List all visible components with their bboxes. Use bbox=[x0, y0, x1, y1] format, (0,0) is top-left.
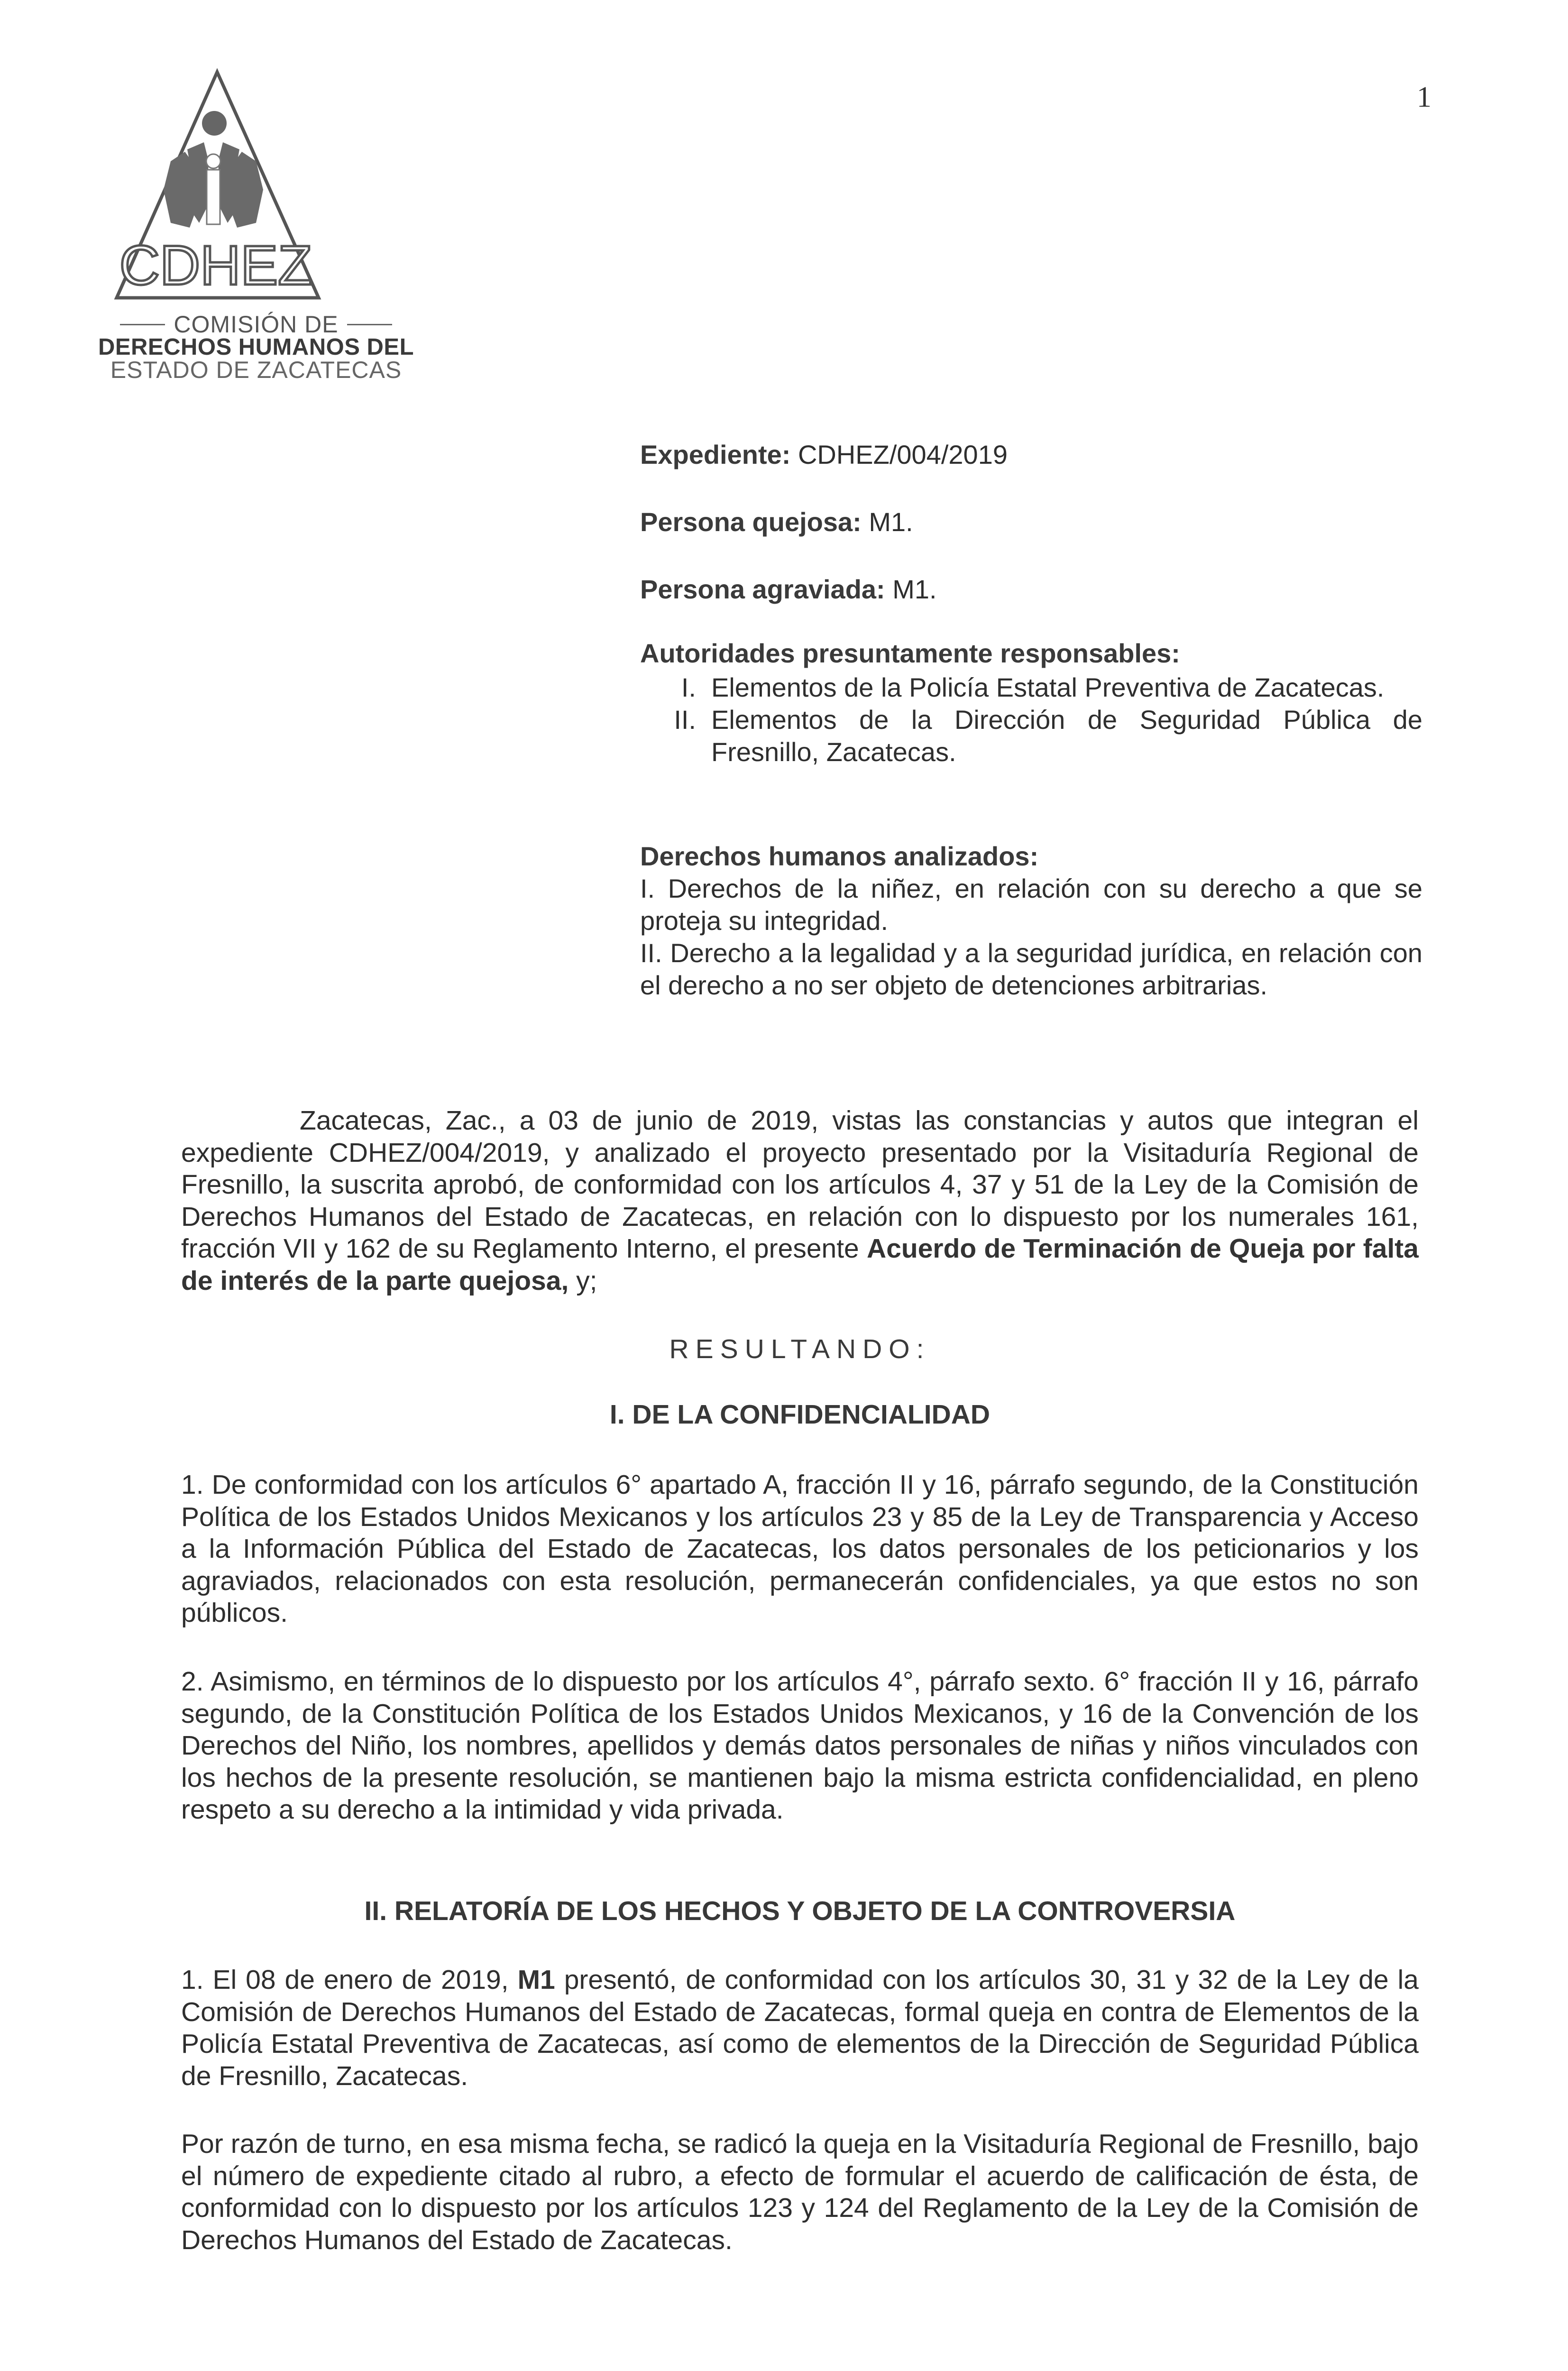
autoridades-label: Autoridades presuntamente responsables: bbox=[640, 638, 1180, 668]
divider-rule bbox=[347, 324, 392, 325]
logo-caption bbox=[85, 313, 427, 381]
section-2-title: II. RELATORÍA DE LOS HECHOS Y OBJETO DE LA CONTROVERSIA bbox=[364, 1896, 1236, 1926]
agraviada-value: M1. bbox=[885, 574, 937, 604]
page-number: 1 bbox=[1417, 81, 1431, 113]
expediente-value: CDHEZ/004/2019 bbox=[790, 440, 1008, 469]
list-item bbox=[640, 671, 1422, 704]
list-item-number: I. bbox=[681, 672, 696, 702]
list-item-number: II. bbox=[674, 705, 696, 735]
intro-paragraph bbox=[181, 1105, 1419, 1297]
persona-quejosa-field bbox=[640, 506, 1422, 538]
derechos-list bbox=[640, 873, 1422, 1002]
logo-triangle-icon bbox=[114, 66, 322, 303]
section-1-paragraph-1: 1. De conformidad con los artículos 6° apartado A, fracción II y 16, párrafo segundo, de la Constitución Política de los Estados Unidos Mexicanos y los artículos 23 y 85 de la Ley de Transparencia y Acceso a la Información Pública del Estado de Zacatecas, los datos personales de los peticionarios y los agraviados, relacionados con esta resolución, permanecerán confidenciales, ya que estos no son públicos. bbox=[181, 1470, 1419, 1628]
autoridades-list bbox=[640, 671, 1422, 768]
derechos-label: Derechos humanos analizados: bbox=[640, 841, 1039, 871]
list-item: II. Derecho a la legalidad y a la seguridad jurídica, en relación con el derecho a no ser objeto de detenciones arbitrarias. bbox=[640, 938, 1422, 1000]
para-rest: presentó, de conformidad con los artículos 30, 31 y 32 de la Ley de la Comisión de Derechos Humanos del Estado de Zacatecas, formal queja en contra de Elementos de la Policía Estatal Preventiva de Zacatecas, así como de elementos de la Dirección de Seguridad Pública de Fresnillo, Zacatecas. bbox=[181, 1965, 1419, 2091]
list-item bbox=[640, 704, 1422, 768]
resultando-heading: RESULTANDO: bbox=[669, 1334, 931, 1364]
logo-caption-line3: ESTADO DE ZACATECAS bbox=[110, 357, 402, 383]
expediente-field bbox=[640, 439, 1422, 470]
divider-rule bbox=[120, 324, 165, 325]
section-2-paragraph-2: Por razón de turno, en esa misma fecha, se radicó la queja en la Visitaduría Regional de Fresnillo, bajo el número de expediente citado al rubro, a efecto de formular el acuerdo de calificación de ésta, de conformidad con lo dispuesto por los artículos 123 y 124 del Reglamento de la Ley de la Comisión de Derechos Humanos del Estado de Zacatecas. bbox=[181, 2129, 1419, 2255]
list-item-text: Elementos de la Policía Estatal Preventiva de Zacatecas. bbox=[711, 672, 1385, 702]
intro-tail: y; bbox=[569, 1265, 597, 1296]
list-item: I. Derechos de la niñez, en relación con su derecho a que se proteja su integridad. bbox=[640, 873, 1422, 936]
complainant-id: M1 bbox=[517, 1965, 555, 1995]
intro-text: Zacatecas, Zac., a 03 de junio de 2019, vistas las constancias y autos que integran el expediente CDHEZ/004/2019, y analizado el proyecto presentado por la Visitaduría Regional de Fresnillo, la suscrita aprobó, de conformidad con los artículos 4, 37 y 51 de la Ley de la Comisión de Derechos Humanos del Estado de Zacatecas, en relación con lo dispuesto por los numerales 161, fracción VII y 162 de su Reglamento Interno, el presente bbox=[181, 1105, 1419, 1264]
section-1-title: I. DE LA CONFIDENCIALIDAD bbox=[609, 1399, 990, 1430]
logo-caption-line1: COMISIÓN DE bbox=[174, 311, 339, 338]
para-start: 1. El 08 de enero de 2019, bbox=[181, 1965, 518, 1995]
expediente-label: Expediente: bbox=[640, 440, 791, 469]
child-figure-icon bbox=[206, 154, 220, 224]
quejosa-value: M1. bbox=[861, 507, 913, 537]
derechos-heading bbox=[640, 840, 1422, 872]
section-2-paragraph-1 bbox=[181, 1964, 1419, 2092]
intro-bold-text: Acuerdo de Terminación de Queja por falta de interés de la parte quejosa, bbox=[181, 1233, 1419, 1296]
section-1-paragraph-2: 2. Asimismo, en términos de lo dispuesto por los artículos 4°, párrafo sexto. 6° fracción II y 16, párrafo segundo, de la Constitución Política de los Estados Unidos Mexicanos, y 16 de la Convención de los Derechos del Niño, los nombres, apellidos y demás datos personales de niñas y niños vinculados con los hechos de la presente resolución, se mantienen bajo la misma estricta confidencialidad, en pleno respeto a su derecho a la intimidad y vida privada. bbox=[181, 1666, 1419, 1825]
agraviada-label: Persona agraviada: bbox=[640, 574, 885, 604]
sun-icon bbox=[202, 111, 227, 136]
list-item-text: Elementos de la Dirección de Seguridad Pública de Fresnillo, Zacatecas. bbox=[711, 705, 1422, 767]
persona-agraviada-field bbox=[640, 573, 1422, 605]
logo-caption-line2: DERECHOS HUMANOS DEL bbox=[98, 334, 414, 360]
logo-acronym: CDHEZ bbox=[119, 234, 312, 297]
cdhez-logo bbox=[114, 66, 322, 303]
quejosa-label: Persona quejosa: bbox=[640, 507, 862, 537]
autoridades-heading bbox=[640, 637, 1422, 669]
